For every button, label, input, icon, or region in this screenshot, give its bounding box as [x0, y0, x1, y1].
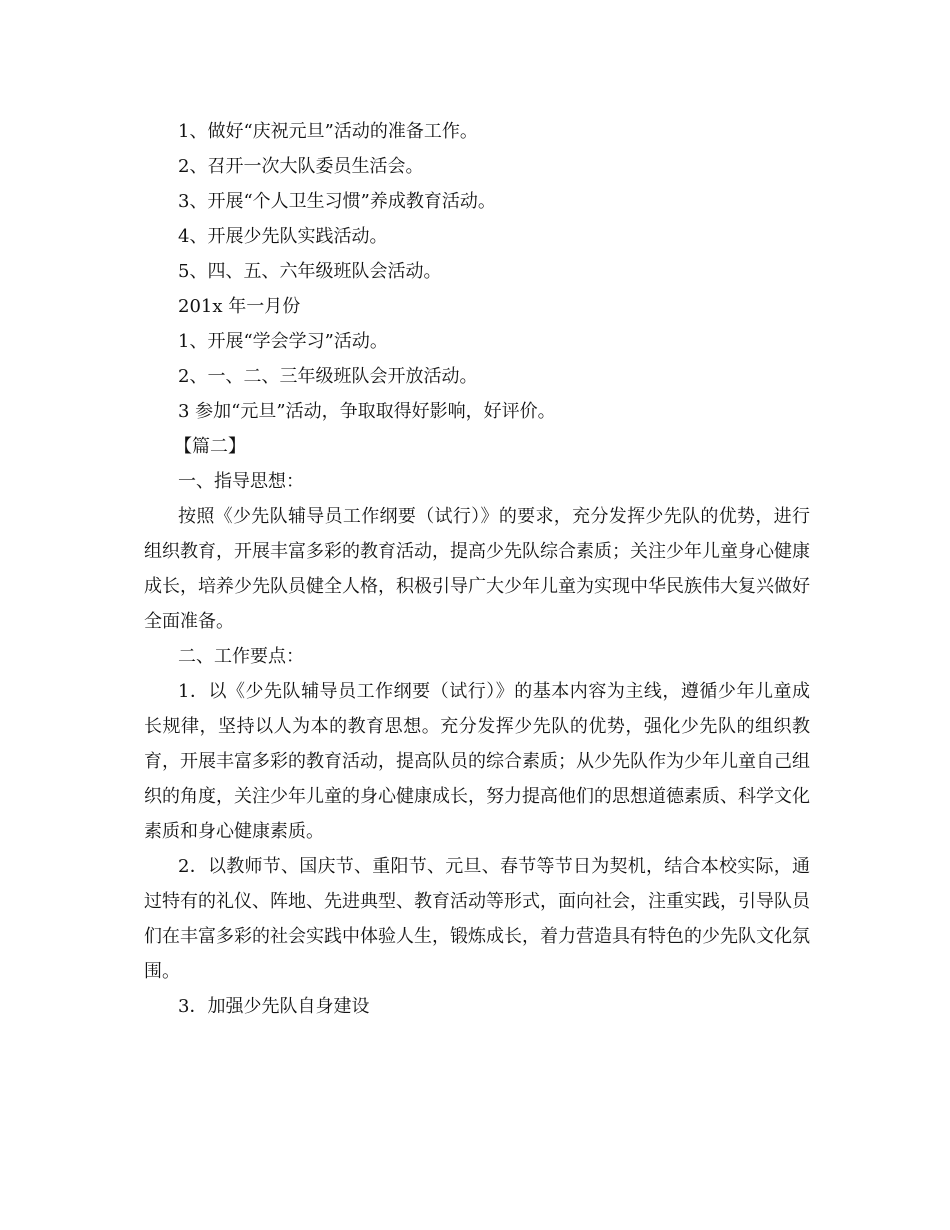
section-title: 【篇二】: [174, 436, 246, 457]
document-body: [144, 114, 810, 1024]
list-item: 3 参加“元旦”活动，争取取得好影响，好评价。: [178, 401, 556, 422]
list-item: 1、开展“学会学习”活动。: [178, 331, 388, 352]
list-item: 4、开展少先队实践活动。: [178, 226, 388, 247]
heading-work-points: 二、工作要点：: [178, 646, 304, 667]
list-item: 5、四、五、六年级班队会活动。: [178, 261, 442, 282]
list-item: 2、召开一次大队委员生活会。: [178, 156, 424, 177]
month-heading: 201x 年一月份: [178, 296, 301, 317]
work-point-3: 3．加强少先队自身建设: [178, 996, 370, 1017]
work-point-1: 1．以《少先队辅导员工作纲要（试行）》的基本内容为主线，遵循少年儿童成长规律，坚持以人为本的教育思想。充分发挥少先队的优势，强化少先队的组织教育，开展丰富多彩的教育活动，提高队员的综合素质；从少先队作为少年儿童自己组织的角度，关注少年儿童的身心健康成长，努力提高他们的思想道德素质、科学文化素质和身心健康素质。: [144, 681, 810, 842]
paragraph-guiding-ideology: 按照《少先队辅导员工作纲要（试行）》的要求，充分发挥少先队的优势，进行组织教育，开展丰富多彩的教育活动，提高少先队综合素质；关注少年儿童身心健康成长，培养少先队员健全人格，积极引导广大少年儿童为实现中华民族伟大复兴做好全面准备。: [144, 506, 810, 632]
list-item: 3、开展“个人卫生习惯”养成教育活动。: [178, 191, 496, 212]
list-item: 2、一、二、三年级班队会开放活动。: [178, 366, 478, 387]
list-item: 1、做好“庆祝元旦”活动的准备工作。: [178, 121, 478, 142]
heading-guiding-ideology: 一、指导思想：: [178, 471, 304, 492]
work-point-2: 2．以教师节、国庆节、重阳节、元旦、春节等节日为契机，结合本校实际，通过特有的礼仪、阵地、先进典型、教育活动等形式，面向社会，注重实践，引导队员们在丰富多彩的社会实践中体验人生，锻炼成长，着力营造具有特色的少先队文化氛围。: [144, 856, 810, 982]
